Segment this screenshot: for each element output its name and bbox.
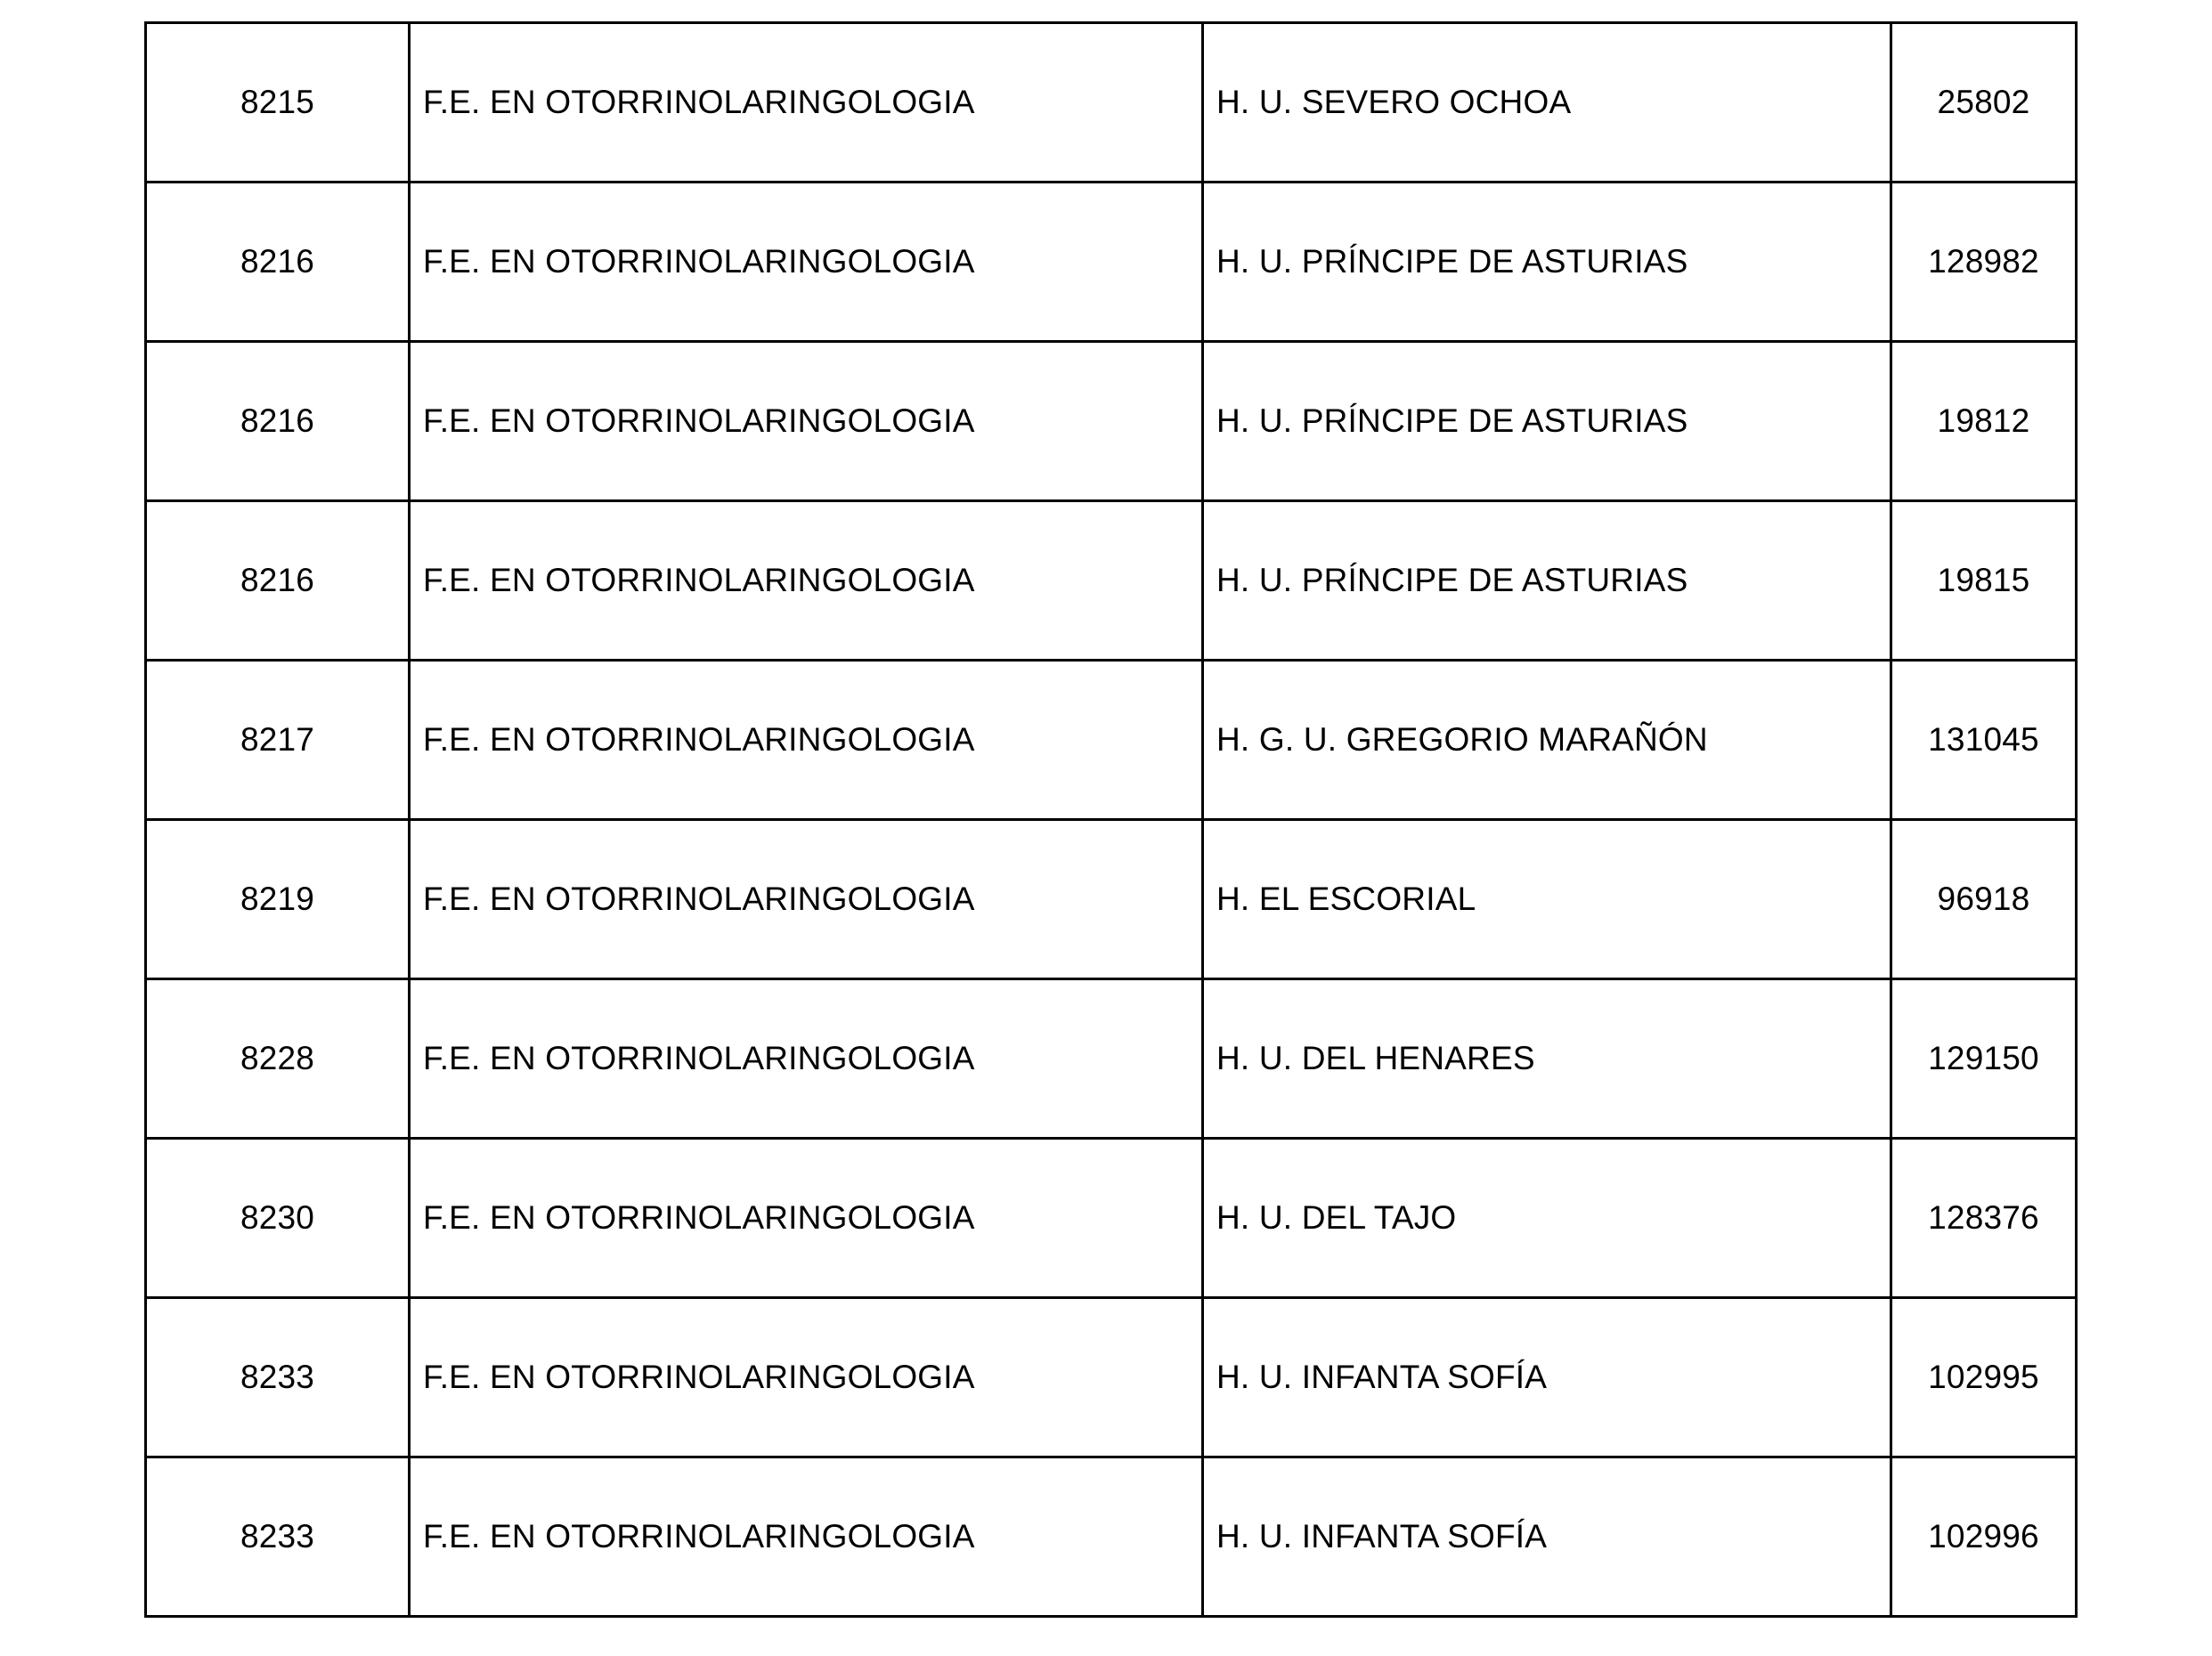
center-cell: H. U. PRÍNCIPE DE ASTURIAS bbox=[1203, 501, 1891, 661]
center-cell: H. G. U. GREGORIO MARAÑÓN bbox=[1203, 661, 1891, 820]
code-cell: 8216 bbox=[146, 501, 410, 661]
positions-table bbox=[144, 21, 2078, 1618]
table-row bbox=[146, 23, 2077, 183]
code-cell: 8217 bbox=[146, 661, 410, 820]
code-cell: 8230 bbox=[146, 1139, 410, 1298]
table-row bbox=[146, 1457, 2077, 1617]
number-cell: 128376 bbox=[1891, 1139, 2077, 1298]
category-cell: F.E. EN OTORRINOLARINGOLOGIA bbox=[410, 1298, 1203, 1457]
category-cell: F.E. EN OTORRINOLARINGOLOGIA bbox=[410, 501, 1203, 661]
number-cell: 129150 bbox=[1891, 979, 2077, 1139]
center-cell: H. U. PRÍNCIPE DE ASTURIAS bbox=[1203, 183, 1891, 342]
number-cell: 25802 bbox=[1891, 23, 2077, 183]
center-cell: H. U. PRÍNCIPE DE ASTURIAS bbox=[1203, 342, 1891, 501]
table-row bbox=[146, 1139, 2077, 1298]
number-cell: 128982 bbox=[1891, 183, 2077, 342]
table-row bbox=[146, 979, 2077, 1139]
center-cell: H. EL ESCORIAL bbox=[1203, 820, 1891, 979]
center-cell: H. U. INFANTA SOFÍA bbox=[1203, 1457, 1891, 1617]
code-cell: 8215 bbox=[146, 23, 410, 183]
code-cell: 8219 bbox=[146, 820, 410, 979]
number-cell: 96918 bbox=[1891, 820, 2077, 979]
category-cell: F.E. EN OTORRINOLARINGOLOGIA bbox=[410, 1457, 1203, 1617]
table-row bbox=[146, 820, 2077, 979]
category-cell: F.E. EN OTORRINOLARINGOLOGIA bbox=[410, 1139, 1203, 1298]
category-cell: F.E. EN OTORRINOLARINGOLOGIA bbox=[410, 183, 1203, 342]
table-row bbox=[146, 501, 2077, 661]
code-cell: 8233 bbox=[146, 1457, 410, 1617]
number-cell: 19812 bbox=[1891, 342, 2077, 501]
category-cell: F.E. EN OTORRINOLARINGOLOGIA bbox=[410, 342, 1203, 501]
category-cell: F.E. EN OTORRINOLARINGOLOGIA bbox=[410, 661, 1203, 820]
table-row bbox=[146, 342, 2077, 501]
code-cell: 8228 bbox=[146, 979, 410, 1139]
category-cell: F.E. EN OTORRINOLARINGOLOGIA bbox=[410, 979, 1203, 1139]
center-cell: H. U. DEL TAJO bbox=[1203, 1139, 1891, 1298]
number-cell: 19815 bbox=[1891, 501, 2077, 661]
center-cell: H. U. INFANTA SOFÍA bbox=[1203, 1298, 1891, 1457]
table-body bbox=[146, 23, 2077, 1617]
number-cell: 102995 bbox=[1891, 1298, 2077, 1457]
table-row bbox=[146, 661, 2077, 820]
code-cell: 8216 bbox=[146, 342, 410, 501]
category-cell: F.E. EN OTORRINOLARINGOLOGIA bbox=[410, 820, 1203, 979]
center-cell: H. U. SEVERO OCHOA bbox=[1203, 23, 1891, 183]
category-cell: F.E. EN OTORRINOLARINGOLOGIA bbox=[410, 23, 1203, 183]
center-cell: H. U. DEL HENARES bbox=[1203, 979, 1891, 1139]
number-cell: 102996 bbox=[1891, 1457, 2077, 1617]
code-cell: 8233 bbox=[146, 1298, 410, 1457]
document-table-container bbox=[144, 21, 2075, 1618]
number-cell: 131045 bbox=[1891, 661, 2077, 820]
table-row bbox=[146, 1298, 2077, 1457]
code-cell: 8216 bbox=[146, 183, 410, 342]
table-row bbox=[146, 183, 2077, 342]
